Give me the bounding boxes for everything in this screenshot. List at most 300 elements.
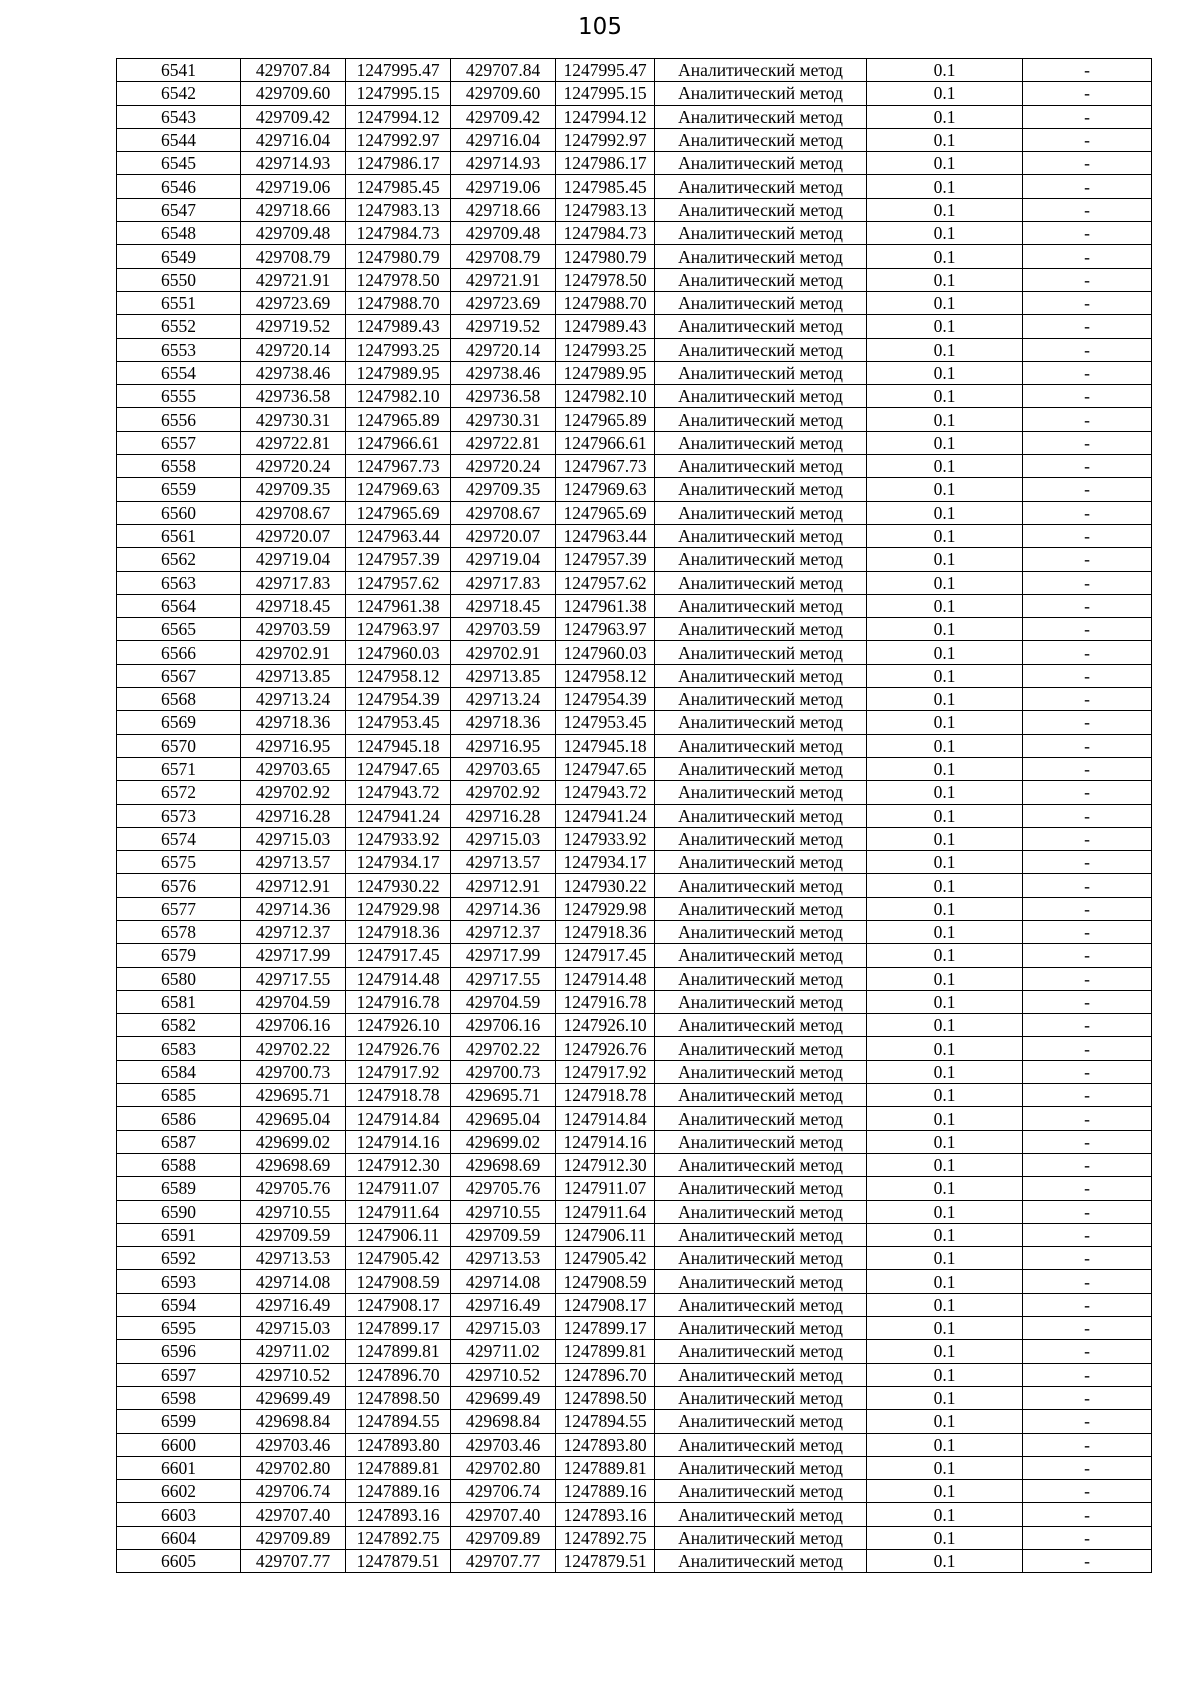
- point-number-cell: 6596: [117, 1340, 241, 1363]
- note-cell: -: [1023, 128, 1152, 151]
- point-number-cell: 6553: [117, 338, 241, 361]
- y-coordinate-cell: 1247988.70: [346, 291, 451, 314]
- y-coordinate-repeat-cell: 1247892.75: [556, 1526, 655, 1549]
- x-coordinate-cell: 429709.48: [241, 222, 346, 245]
- x-coordinate-cell: 429713.57: [241, 851, 346, 874]
- table-row: [117, 1153, 1152, 1176]
- x-coordinate-cell: 429717.55: [241, 967, 346, 990]
- method-cell: Аналитический метод: [655, 1293, 867, 1316]
- x-coordinate-cell: 429702.91: [241, 641, 346, 664]
- x-coordinate-cell: 429709.42: [241, 105, 346, 128]
- note-cell: -: [1023, 990, 1152, 1013]
- x-coordinate-repeat-cell: 429700.73: [451, 1060, 556, 1083]
- note-cell: -: [1023, 548, 1152, 571]
- y-coordinate-cell: 1247929.98: [346, 897, 451, 920]
- table-row: [117, 851, 1152, 874]
- x-coordinate-cell: 429719.06: [241, 175, 346, 198]
- note-cell: -: [1023, 501, 1152, 524]
- point-number-cell: 6541: [117, 59, 241, 82]
- point-number-cell: 6600: [117, 1433, 241, 1456]
- x-coordinate-repeat-cell: 429720.24: [451, 455, 556, 478]
- x-coordinate-cell: 429714.08: [241, 1270, 346, 1293]
- x-coordinate-cell: 429699.02: [241, 1130, 346, 1153]
- point-number-cell: 6542: [117, 82, 241, 105]
- accuracy-cell: 0.1: [867, 152, 1023, 175]
- point-number-cell: 6590: [117, 1200, 241, 1223]
- table-row: [117, 548, 1152, 571]
- y-coordinate-repeat-cell: 1247993.25: [556, 338, 655, 361]
- note-cell: -: [1023, 851, 1152, 874]
- table-row: [117, 571, 1152, 594]
- x-coordinate-repeat-cell: 429714.36: [451, 897, 556, 920]
- accuracy-cell: 0.1: [867, 734, 1023, 757]
- x-coordinate-cell: 429720.07: [241, 524, 346, 547]
- x-coordinate-repeat-cell: 429709.89: [451, 1526, 556, 1549]
- accuracy-cell: 0.1: [867, 1526, 1023, 1549]
- table-row: [117, 781, 1152, 804]
- y-coordinate-repeat-cell: 1247926.10: [556, 1014, 655, 1037]
- x-coordinate-cell: 429704.59: [241, 990, 346, 1013]
- y-coordinate-cell: 1247889.81: [346, 1456, 451, 1479]
- method-cell: Аналитический метод: [655, 291, 867, 314]
- table-body: [117, 59, 1152, 1573]
- table-row: [117, 291, 1152, 314]
- x-coordinate-cell: 429709.89: [241, 1526, 346, 1549]
- y-coordinate-cell: 1247963.97: [346, 618, 451, 641]
- note-cell: -: [1023, 827, 1152, 850]
- note-cell: -: [1023, 1550, 1152, 1573]
- table-row: [117, 431, 1152, 454]
- method-cell: Аналитический метод: [655, 1107, 867, 1130]
- y-coordinate-cell: 1247898.50: [346, 1386, 451, 1409]
- note-cell: -: [1023, 1014, 1152, 1037]
- point-number-cell: 6585: [117, 1084, 241, 1107]
- x-coordinate-cell: 429703.46: [241, 1433, 346, 1456]
- method-cell: Аналитический метод: [655, 781, 867, 804]
- accuracy-cell: 0.1: [867, 1293, 1023, 1316]
- method-cell: Аналитический метод: [655, 338, 867, 361]
- y-coordinate-repeat-cell: 1247908.17: [556, 1293, 655, 1316]
- note-cell: -: [1023, 1386, 1152, 1409]
- x-coordinate-repeat-cell: 429723.69: [451, 291, 556, 314]
- x-coordinate-cell: 429710.55: [241, 1200, 346, 1223]
- x-coordinate-cell: 429709.35: [241, 478, 346, 501]
- x-coordinate-cell: 429707.40: [241, 1503, 346, 1526]
- x-coordinate-cell: 429713.24: [241, 688, 346, 711]
- method-cell: Аналитический метод: [655, 175, 867, 198]
- point-number-cell: 6566: [117, 641, 241, 664]
- note-cell: -: [1023, 1480, 1152, 1503]
- accuracy-cell: 0.1: [867, 1130, 1023, 1153]
- accuracy-cell: 0.1: [867, 105, 1023, 128]
- table-row: [117, 361, 1152, 384]
- x-coordinate-cell: 429708.67: [241, 501, 346, 524]
- point-number-cell: 6597: [117, 1363, 241, 1386]
- y-coordinate-repeat-cell: 1247889.16: [556, 1480, 655, 1503]
- note-cell: -: [1023, 1317, 1152, 1340]
- accuracy-cell: 0.1: [867, 338, 1023, 361]
- y-coordinate-repeat-cell: 1247957.39: [556, 548, 655, 571]
- accuracy-cell: 0.1: [867, 804, 1023, 827]
- y-coordinate-repeat-cell: 1247889.81: [556, 1456, 655, 1479]
- accuracy-cell: 0.1: [867, 245, 1023, 268]
- note-cell: -: [1023, 1270, 1152, 1293]
- x-coordinate-cell: 429719.04: [241, 548, 346, 571]
- note-cell: -: [1023, 385, 1152, 408]
- point-number-cell: 6550: [117, 268, 241, 291]
- y-coordinate-repeat-cell: 1247926.76: [556, 1037, 655, 1060]
- y-coordinate-repeat-cell: 1247961.38: [556, 594, 655, 617]
- y-coordinate-cell: 1247965.69: [346, 501, 451, 524]
- note-cell: -: [1023, 1456, 1152, 1479]
- note-cell: -: [1023, 594, 1152, 617]
- point-number-cell: 6598: [117, 1386, 241, 1409]
- point-number-cell: 6577: [117, 897, 241, 920]
- note-cell: -: [1023, 198, 1152, 221]
- table-row: [117, 268, 1152, 291]
- table-row: [117, 408, 1152, 431]
- y-coordinate-cell: 1247933.92: [346, 827, 451, 850]
- y-coordinate-repeat-cell: 1247917.45: [556, 944, 655, 967]
- point-number-cell: 6605: [117, 1550, 241, 1573]
- x-coordinate-cell: 429700.73: [241, 1060, 346, 1083]
- accuracy-cell: 0.1: [867, 455, 1023, 478]
- x-coordinate-repeat-cell: 429717.83: [451, 571, 556, 594]
- method-cell: Аналитический метод: [655, 1386, 867, 1409]
- method-cell: Аналитический метод: [655, 222, 867, 245]
- point-number-cell: 6572: [117, 781, 241, 804]
- x-coordinate-repeat-cell: 429709.35: [451, 478, 556, 501]
- y-coordinate-cell: 1247893.80: [346, 1433, 451, 1456]
- y-coordinate-cell: 1247985.45: [346, 175, 451, 198]
- method-cell: Аналитический метод: [655, 897, 867, 920]
- table-row: [117, 105, 1152, 128]
- method-cell: Аналитический метод: [655, 618, 867, 641]
- method-cell: Аналитический метод: [655, 851, 867, 874]
- y-coordinate-repeat-cell: 1247893.16: [556, 1503, 655, 1526]
- x-coordinate-cell: 429705.76: [241, 1177, 346, 1200]
- y-coordinate-repeat-cell: 1247941.24: [556, 804, 655, 827]
- x-coordinate-repeat-cell: 429713.24: [451, 688, 556, 711]
- method-cell: Аналитический метод: [655, 804, 867, 827]
- note-cell: -: [1023, 1107, 1152, 1130]
- table-row: [117, 1270, 1152, 1293]
- x-coordinate-repeat-cell: 429718.45: [451, 594, 556, 617]
- point-number-cell: 6544: [117, 128, 241, 151]
- method-cell: Аналитический метод: [655, 1014, 867, 1037]
- method-cell: Аналитический метод: [655, 757, 867, 780]
- accuracy-cell: 0.1: [867, 781, 1023, 804]
- table-row: [117, 1084, 1152, 1107]
- x-coordinate-repeat-cell: 429702.92: [451, 781, 556, 804]
- note-cell: -: [1023, 361, 1152, 384]
- y-coordinate-cell: 1247899.81: [346, 1340, 451, 1363]
- y-coordinate-repeat-cell: 1247957.62: [556, 571, 655, 594]
- point-number-cell: 6593: [117, 1270, 241, 1293]
- y-coordinate-cell: 1247912.30: [346, 1153, 451, 1176]
- method-cell: Аналитический метод: [655, 431, 867, 454]
- method-cell: Аналитический метод: [655, 1270, 867, 1293]
- y-coordinate-repeat-cell: 1247958.12: [556, 664, 655, 687]
- y-coordinate-cell: 1247980.79: [346, 245, 451, 268]
- y-coordinate-repeat-cell: 1247934.17: [556, 851, 655, 874]
- x-coordinate-cell: 429722.81: [241, 431, 346, 454]
- table-row: [117, 688, 1152, 711]
- y-coordinate-cell: 1247889.16: [346, 1480, 451, 1503]
- x-coordinate-repeat-cell: 429704.59: [451, 990, 556, 1013]
- note-cell: -: [1023, 59, 1152, 82]
- y-coordinate-repeat-cell: 1247966.61: [556, 431, 655, 454]
- y-coordinate-cell: 1247918.78: [346, 1084, 451, 1107]
- x-coordinate-repeat-cell: 429716.49: [451, 1293, 556, 1316]
- y-coordinate-cell: 1247899.17: [346, 1317, 451, 1340]
- table-row: [117, 897, 1152, 920]
- note-cell: -: [1023, 967, 1152, 990]
- x-coordinate-cell: 429702.80: [241, 1456, 346, 1479]
- y-coordinate-cell: 1247965.89: [346, 408, 451, 431]
- point-number-cell: 6583: [117, 1037, 241, 1060]
- table-row: [117, 1317, 1152, 1340]
- accuracy-cell: 0.1: [867, 1177, 1023, 1200]
- y-coordinate-cell: 1247892.75: [346, 1526, 451, 1549]
- table-row: [117, 734, 1152, 757]
- x-coordinate-cell: 429707.77: [241, 1550, 346, 1573]
- x-coordinate-cell: 429699.49: [241, 1386, 346, 1409]
- accuracy-cell: 0.1: [867, 920, 1023, 943]
- accuracy-cell: 0.1: [867, 1084, 1023, 1107]
- point-number-cell: 6563: [117, 571, 241, 594]
- x-coordinate-repeat-cell: 429706.16: [451, 1014, 556, 1037]
- table-row: [117, 944, 1152, 967]
- method-cell: Аналитический метод: [655, 315, 867, 338]
- point-number-cell: 6587: [117, 1130, 241, 1153]
- method-cell: Аналитический метод: [655, 361, 867, 384]
- point-number-cell: 6582: [117, 1014, 241, 1037]
- note-cell: -: [1023, 82, 1152, 105]
- y-coordinate-repeat-cell: 1247898.50: [556, 1386, 655, 1409]
- table-row: [117, 385, 1152, 408]
- method-cell: Аналитический метод: [655, 1200, 867, 1223]
- y-coordinate-repeat-cell: 1247912.30: [556, 1153, 655, 1176]
- point-number-cell: 6562: [117, 548, 241, 571]
- y-coordinate-repeat-cell: 1247982.10: [556, 385, 655, 408]
- x-coordinate-repeat-cell: 429695.04: [451, 1107, 556, 1130]
- accuracy-cell: 0.1: [867, 1060, 1023, 1083]
- x-coordinate-repeat-cell: 429717.55: [451, 967, 556, 990]
- x-coordinate-cell: 429702.22: [241, 1037, 346, 1060]
- table-row: [117, 1107, 1152, 1130]
- note-cell: -: [1023, 641, 1152, 664]
- y-coordinate-cell: 1247995.15: [346, 82, 451, 105]
- table-row: [117, 128, 1152, 151]
- y-coordinate-repeat-cell: 1247911.64: [556, 1200, 655, 1223]
- table-row: [117, 1223, 1152, 1246]
- method-cell: Аналитический метод: [655, 548, 867, 571]
- x-coordinate-repeat-cell: 429715.03: [451, 827, 556, 850]
- table-row: [117, 175, 1152, 198]
- table-row: [117, 1480, 1152, 1503]
- y-coordinate-repeat-cell: 1247914.48: [556, 967, 655, 990]
- note-cell: -: [1023, 804, 1152, 827]
- y-coordinate-repeat-cell: 1247969.63: [556, 478, 655, 501]
- table-row: [117, 1293, 1152, 1316]
- note-cell: -: [1023, 1130, 1152, 1153]
- x-coordinate-cell: 429716.28: [241, 804, 346, 827]
- method-cell: Аналитический метод: [655, 711, 867, 734]
- note-cell: -: [1023, 1200, 1152, 1223]
- point-number-cell: 6565: [117, 618, 241, 641]
- x-coordinate-repeat-cell: 429695.71: [451, 1084, 556, 1107]
- method-cell: Аналитический метод: [655, 128, 867, 151]
- point-number-cell: 6580: [117, 967, 241, 990]
- y-coordinate-cell: 1247911.64: [346, 1200, 451, 1223]
- x-coordinate-cell: 429713.85: [241, 664, 346, 687]
- note-cell: -: [1023, 757, 1152, 780]
- x-coordinate-repeat-cell: 429710.52: [451, 1363, 556, 1386]
- table-row: [117, 1200, 1152, 1223]
- method-cell: Аналитический метод: [655, 1550, 867, 1573]
- note-cell: -: [1023, 338, 1152, 361]
- point-number-cell: 6551: [117, 291, 241, 314]
- x-coordinate-repeat-cell: 429719.52: [451, 315, 556, 338]
- note-cell: -: [1023, 268, 1152, 291]
- note-cell: -: [1023, 1037, 1152, 1060]
- accuracy-cell: 0.1: [867, 571, 1023, 594]
- accuracy-cell: 0.1: [867, 1340, 1023, 1363]
- point-number-cell: 6574: [117, 827, 241, 850]
- x-coordinate-repeat-cell: 429708.79: [451, 245, 556, 268]
- x-coordinate-repeat-cell: 429711.02: [451, 1340, 556, 1363]
- x-coordinate-repeat-cell: 429702.80: [451, 1456, 556, 1479]
- y-coordinate-repeat-cell: 1247914.84: [556, 1107, 655, 1130]
- note-cell: -: [1023, 1060, 1152, 1083]
- y-coordinate-repeat-cell: 1247994.12: [556, 105, 655, 128]
- y-coordinate-repeat-cell: 1247918.78: [556, 1084, 655, 1107]
- table-row: [117, 198, 1152, 221]
- note-cell: -: [1023, 781, 1152, 804]
- y-coordinate-repeat-cell: 1247911.07: [556, 1177, 655, 1200]
- table-row: [117, 478, 1152, 501]
- x-coordinate-cell: 429709.59: [241, 1223, 346, 1246]
- table-row: [117, 1340, 1152, 1363]
- y-coordinate-cell: 1247896.70: [346, 1363, 451, 1386]
- x-coordinate-repeat-cell: 429698.69: [451, 1153, 556, 1176]
- x-coordinate-cell: 429698.69: [241, 1153, 346, 1176]
- accuracy-cell: 0.1: [867, 198, 1023, 221]
- accuracy-cell: 0.1: [867, 175, 1023, 198]
- y-coordinate-repeat-cell: 1247980.79: [556, 245, 655, 268]
- y-coordinate-repeat-cell: 1247988.70: [556, 291, 655, 314]
- y-coordinate-repeat-cell: 1247930.22: [556, 874, 655, 897]
- x-coordinate-cell: 429708.79: [241, 245, 346, 268]
- x-coordinate-cell: 429717.99: [241, 944, 346, 967]
- method-cell: Аналитический метод: [655, 501, 867, 524]
- y-coordinate-cell: 1247914.48: [346, 967, 451, 990]
- x-coordinate-repeat-cell: 429707.84: [451, 59, 556, 82]
- x-coordinate-repeat-cell: 429718.36: [451, 711, 556, 734]
- y-coordinate-repeat-cell: 1247899.17: [556, 1317, 655, 1340]
- x-coordinate-repeat-cell: 429719.04: [451, 548, 556, 571]
- y-coordinate-cell: 1247911.07: [346, 1177, 451, 1200]
- accuracy-cell: 0.1: [867, 711, 1023, 734]
- y-coordinate-repeat-cell: 1247995.47: [556, 59, 655, 82]
- x-coordinate-repeat-cell: 429720.14: [451, 338, 556, 361]
- method-cell: Аналитический метод: [655, 664, 867, 687]
- y-coordinate-cell: 1247986.17: [346, 152, 451, 175]
- x-coordinate-cell: 429718.36: [241, 711, 346, 734]
- x-coordinate-repeat-cell: 429702.91: [451, 641, 556, 664]
- method-cell: Аналитический метод: [655, 408, 867, 431]
- note-cell: -: [1023, 245, 1152, 268]
- y-coordinate-cell: 1247905.42: [346, 1247, 451, 1270]
- point-number-cell: 6558: [117, 455, 241, 478]
- x-coordinate-repeat-cell: 429699.49: [451, 1386, 556, 1409]
- y-coordinate-cell: 1247989.95: [346, 361, 451, 384]
- y-coordinate-cell: 1247984.73: [346, 222, 451, 245]
- method-cell: Аналитический метод: [655, 524, 867, 547]
- point-number-cell: 6602: [117, 1480, 241, 1503]
- accuracy-cell: 0.1: [867, 757, 1023, 780]
- method-cell: Аналитический метод: [655, 198, 867, 221]
- method-cell: Аналитический метод: [655, 1153, 867, 1176]
- x-coordinate-cell: 429718.45: [241, 594, 346, 617]
- point-number-cell: 6567: [117, 664, 241, 687]
- x-coordinate-repeat-cell: 429715.03: [451, 1317, 556, 1340]
- table-row: [117, 594, 1152, 617]
- note-cell: -: [1023, 431, 1152, 454]
- point-number-cell: 6592: [117, 1247, 241, 1270]
- accuracy-cell: 0.1: [867, 664, 1023, 687]
- table-row: [117, 1060, 1152, 1083]
- x-coordinate-cell: 429717.83: [241, 571, 346, 594]
- note-cell: -: [1023, 1223, 1152, 1246]
- y-coordinate-cell: 1247917.92: [346, 1060, 451, 1083]
- accuracy-cell: 0.1: [867, 1433, 1023, 1456]
- accuracy-cell: 0.1: [867, 897, 1023, 920]
- x-coordinate-cell: 429712.37: [241, 920, 346, 943]
- x-coordinate-repeat-cell: 429703.59: [451, 618, 556, 641]
- y-coordinate-repeat-cell: 1247989.43: [556, 315, 655, 338]
- accuracy-cell: 0.1: [867, 594, 1023, 617]
- table-row: [117, 711, 1152, 734]
- y-coordinate-cell: 1247941.24: [346, 804, 451, 827]
- y-coordinate-cell: 1247978.50: [346, 268, 451, 291]
- y-coordinate-cell: 1247969.63: [346, 478, 451, 501]
- method-cell: Аналитический метод: [655, 734, 867, 757]
- y-coordinate-cell: 1247945.18: [346, 734, 451, 757]
- x-coordinate-cell: 429720.14: [241, 338, 346, 361]
- page-number: 105: [578, 14, 622, 40]
- table-row: [117, 1526, 1152, 1549]
- accuracy-cell: 0.1: [867, 1153, 1023, 1176]
- table-row: [117, 1363, 1152, 1386]
- method-cell: Аналитический метод: [655, 105, 867, 128]
- note-cell: -: [1023, 222, 1152, 245]
- table-row: [117, 338, 1152, 361]
- y-coordinate-cell: 1247906.11: [346, 1223, 451, 1246]
- accuracy-cell: 0.1: [867, 874, 1023, 897]
- accuracy-cell: 0.1: [867, 1223, 1023, 1246]
- x-coordinate-repeat-cell: 429709.59: [451, 1223, 556, 1246]
- method-cell: Аналитический метод: [655, 455, 867, 478]
- x-coordinate-repeat-cell: 429716.28: [451, 804, 556, 827]
- note-cell: -: [1023, 1410, 1152, 1433]
- x-coordinate-repeat-cell: 429707.77: [451, 1550, 556, 1573]
- point-number-cell: 6589: [117, 1177, 241, 1200]
- method-cell: Аналитический метод: [655, 1363, 867, 1386]
- accuracy-cell: 0.1: [867, 128, 1023, 151]
- accuracy-cell: 0.1: [867, 1107, 1023, 1130]
